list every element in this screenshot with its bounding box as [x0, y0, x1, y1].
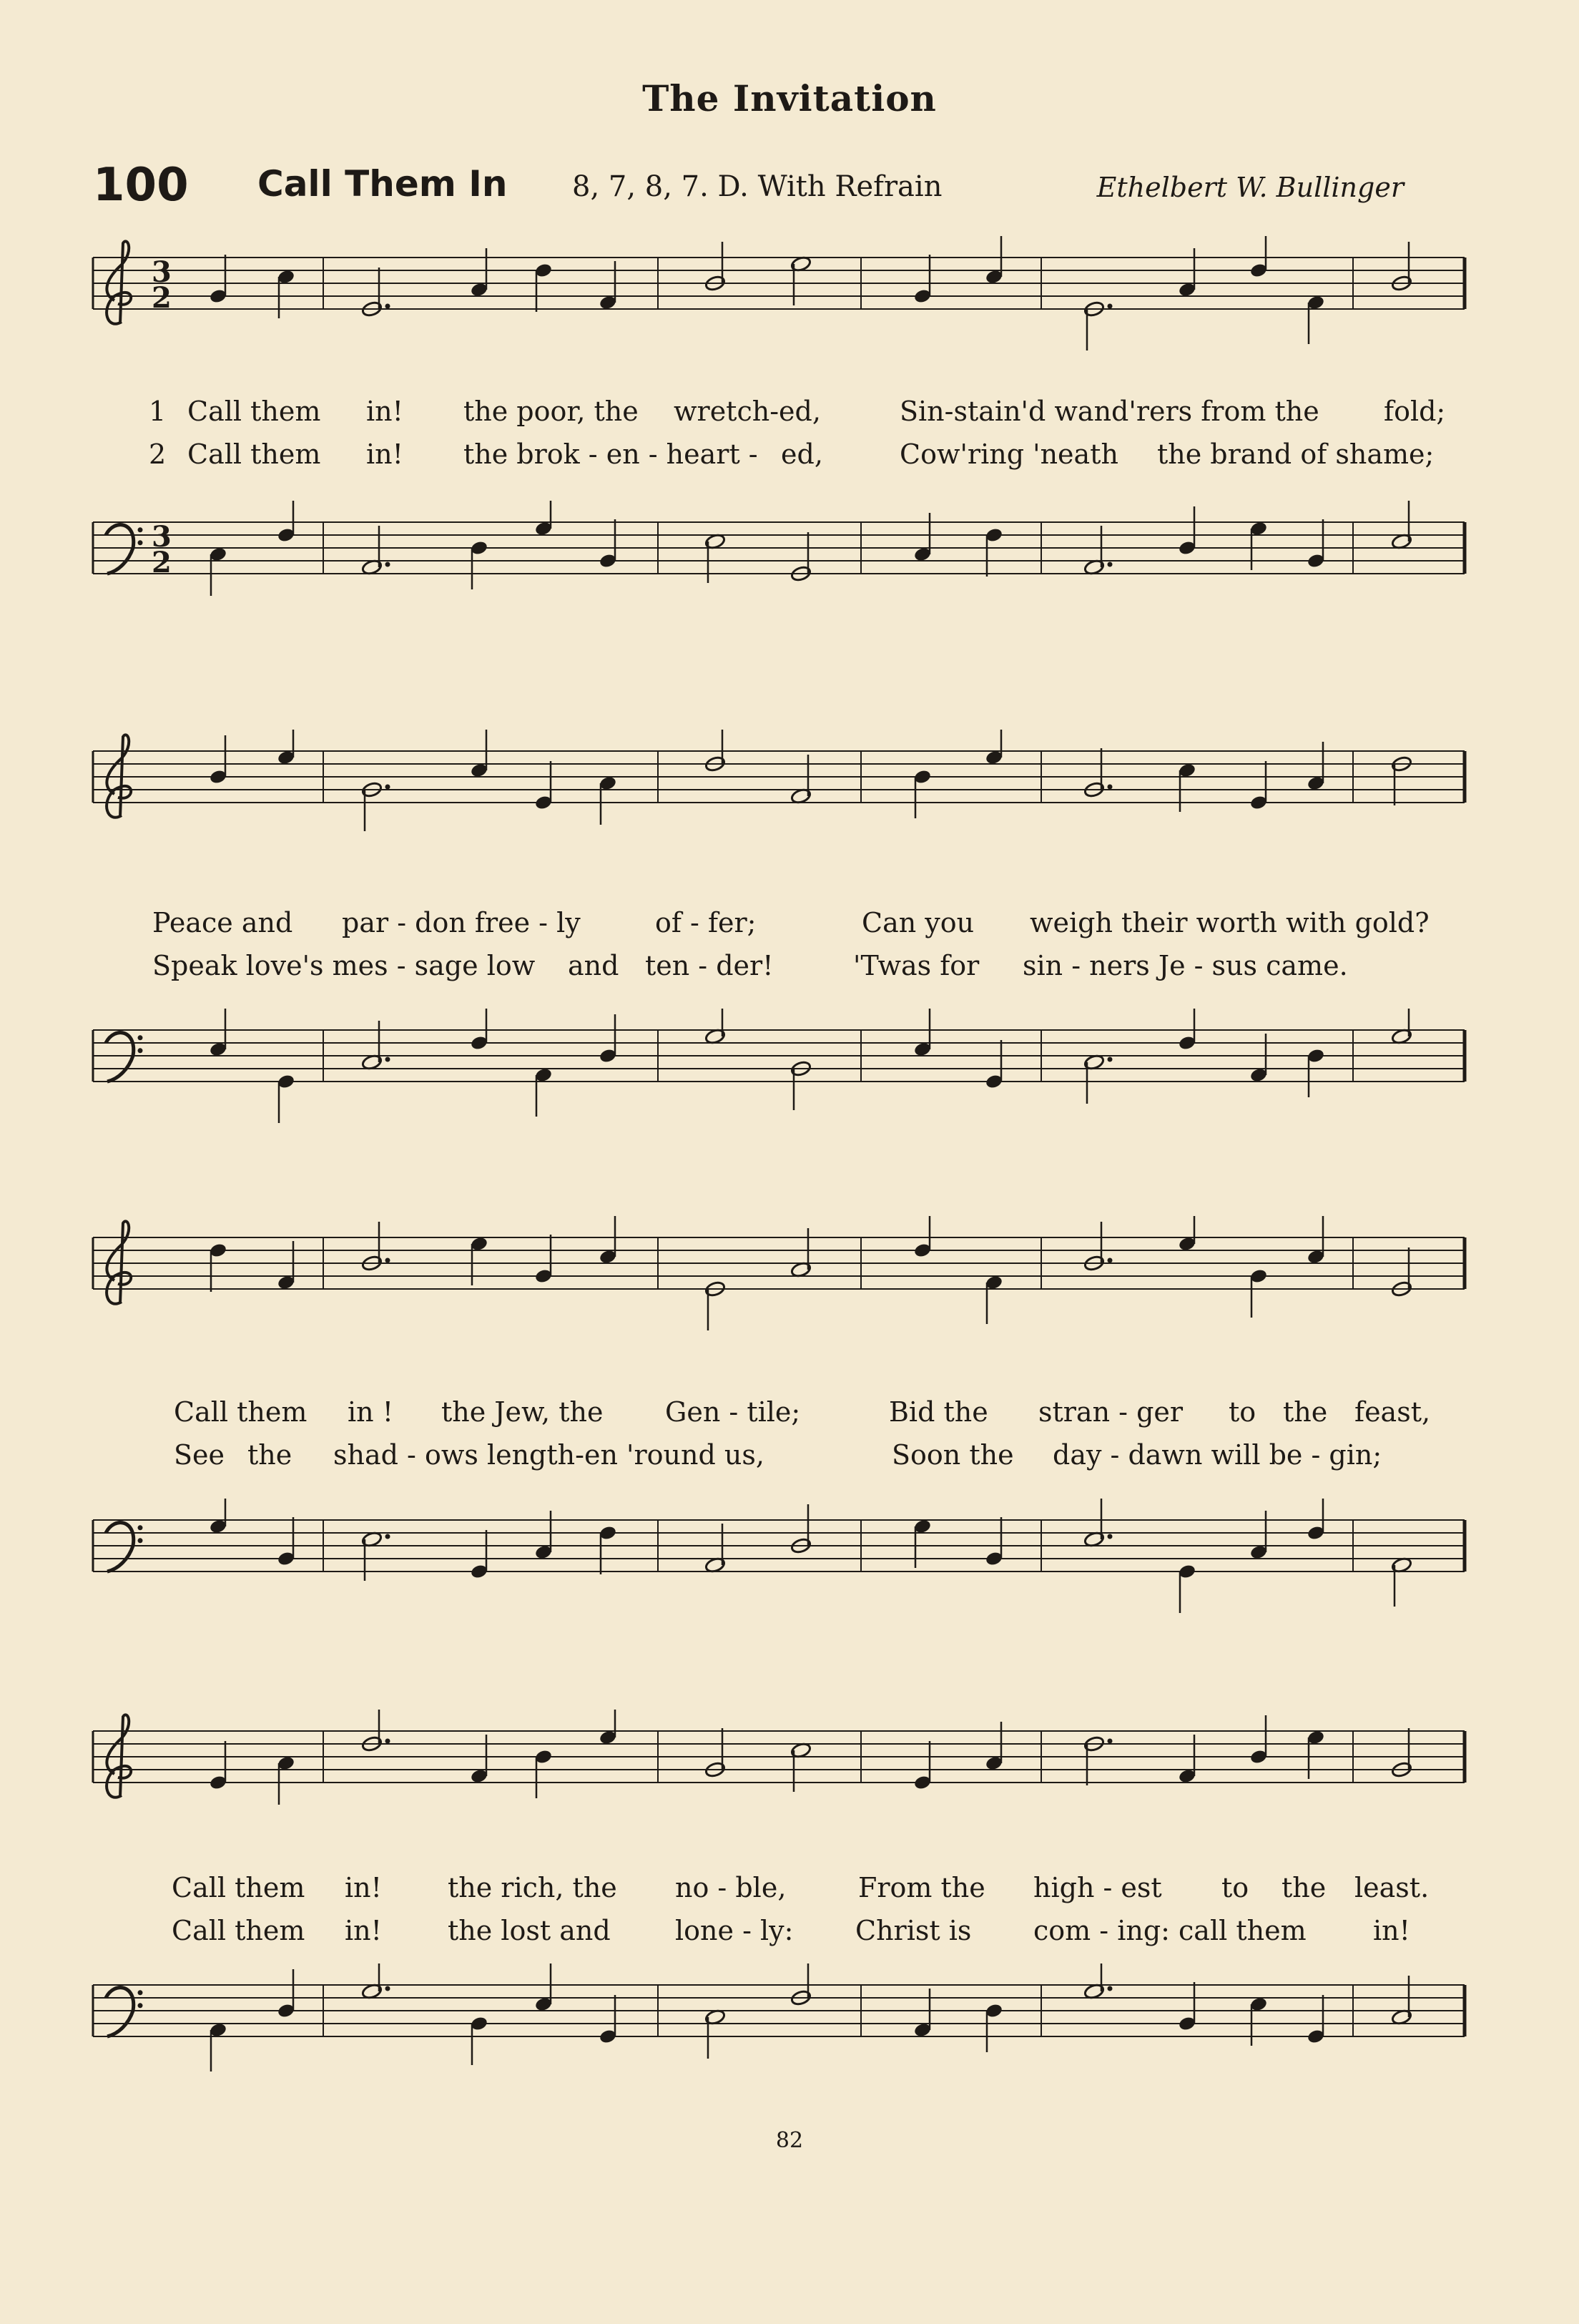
lyric-s4-v1-g: to: [1221, 1872, 1249, 1903]
lyric-s4-v2-a: Call them: [172, 1915, 305, 1946]
lyric-s3-v1-b: in !: [348, 1396, 393, 1428]
lyric-s1-v1-g: fold;: [1384, 396, 1446, 427]
lyric-s2-v1-e: weigh their worth with gold?: [1030, 907, 1430, 938]
time-signature-bottom: 2: [152, 546, 172, 580]
note-dot: [1108, 1057, 1113, 1062]
lyric-s1-v1-c: in!: [366, 396, 403, 427]
lyric-s4-v2-d: lone - ly:: [675, 1915, 794, 1946]
lyric-s4-v1-d: no - ble,: [675, 1872, 787, 1903]
lyric-s3-v1-g: to: [1229, 1396, 1256, 1428]
lyric-s1-v2-d: the brok - en - heart -: [463, 438, 758, 470]
hymn-title: Call Them In: [257, 163, 508, 205]
lyric-s4-v1-b: in!: [345, 1872, 382, 1903]
note-dot: [385, 785, 390, 790]
treble-staff-system-4: [0, 1710, 1579, 1853]
hymn-author: Ethelbert W. Bullinger: [1096, 172, 1404, 203]
lyric-s2-v2-e: sin - ners Je - sus came.: [1023, 950, 1348, 981]
bass-clef-dot-icon: [138, 540, 143, 545]
bass-staff-system-3: [0, 1499, 1579, 1656]
lyric-s3-v1-i: feast,: [1354, 1396, 1431, 1428]
note-dot: [385, 562, 390, 567]
hymn-meter: 8, 7, 8, 7. D. With Refrain: [572, 170, 943, 203]
treble-staff-system-1: [0, 236, 1579, 379]
time-signature-top: 3: [152, 520, 172, 554]
lyric-s4-v1-f: high - est: [1033, 1872, 1162, 1903]
lyric-s2-v2-a: Speak love's mes - sage low: [152, 950, 536, 981]
bass-clef-icon: [106, 525, 134, 574]
lyric-s1-v2-g: the brand of shame;: [1157, 438, 1435, 470]
page-number: 82: [775, 2128, 804, 2153]
lyric-s3-v1-f: stran - ger: [1038, 1396, 1184, 1428]
note-dot: [1108, 1534, 1113, 1539]
note-dot: [385, 1258, 390, 1263]
lyric-s4-v1-a: Call them: [172, 1872, 305, 1903]
hymn-number: 100: [93, 159, 189, 212]
note-dot: [1108, 785, 1113, 790]
lyric-s3-v2-e: day - dawn will be - gin;: [1053, 1439, 1382, 1471]
note-dot: [385, 1534, 390, 1539]
bass-clef-dot-icon: [138, 1990, 143, 1995]
note-dot: [385, 1739, 390, 1744]
lyric-s1-v2-c: in!: [366, 438, 403, 470]
bass-clef-dot-icon: [138, 1035, 143, 1040]
note-dot: [1108, 1258, 1113, 1263]
note-dot: [1108, 1986, 1113, 1991]
lyric-s4-v1-h: the: [1282, 1872, 1327, 1903]
lyric-s3-v1-d: Gen - tile;: [665, 1396, 801, 1428]
lyric-s2-v1-b: par - don free - ly: [342, 907, 581, 938]
lyric-s4-v2-g: in!: [1373, 1915, 1410, 1946]
note-dot: [385, 1986, 390, 1991]
bass-clef-icon: [106, 1033, 134, 1082]
lyric-s4-v2-b: in!: [345, 1915, 382, 1946]
bass-clef-dot-icon: [138, 1525, 143, 1530]
lyric-s2-v1-c: of - fer;: [655, 907, 757, 938]
lyric-s2-v1-d: Can you: [862, 907, 975, 938]
lyric-s3-v2-c: shad - ows length-en 'round us,: [333, 1439, 764, 1471]
note-dot: [1108, 562, 1113, 567]
lyric-s1-v1-b: Call them: [187, 396, 321, 427]
lyric-s4-v2-e: Christ is: [855, 1915, 972, 1946]
lyric-s1-v2-a: 2: [149, 438, 167, 470]
lyric-s4-v1-c: the rich, the: [448, 1872, 617, 1903]
note-dot: [1108, 1739, 1113, 1744]
lyric-s4-v1-e: From the: [858, 1872, 985, 1903]
bass-staff-system-4: [0, 1963, 1579, 2128]
lyric-s4-v1-i: least.: [1354, 1872, 1430, 1903]
lyric-s1-v2-b: Call them: [187, 438, 321, 470]
lyric-s1-v2-f: Cow'ring 'neath: [900, 438, 1118, 470]
lyric-s2-v2-c: ten - der!: [645, 950, 774, 981]
note-dot: [385, 304, 390, 309]
lyric-s1-v2-e: ed,: [781, 438, 823, 470]
time-signature-bottom: 2: [152, 281, 172, 315]
lyric-s2-v2-d: 'Twas for: [853, 950, 980, 981]
bass-clef-dot-icon: [138, 527, 143, 532]
lyric-s3-v1-a: Call them: [174, 1396, 308, 1428]
lyric-s3-v2-a: See: [174, 1439, 225, 1471]
bass-clef-icon: [106, 1523, 134, 1572]
time-signature-top: 3: [152, 255, 172, 290]
lyric-s3-v1-c: the Jew, the: [441, 1396, 604, 1428]
bass-staff-system-2: [0, 1009, 1579, 1152]
lyric-s1-v1-e: wretch-ed,: [674, 396, 821, 427]
section-title: The Invitation: [642, 77, 937, 119]
lyric-s1-v1-a: 1: [149, 396, 167, 427]
note-dot: [385, 1057, 390, 1062]
note-dot: [1108, 304, 1113, 309]
lyric-s2-v2-b: and: [568, 950, 619, 981]
lyric-s1-v1-d: the poor, the: [463, 396, 639, 427]
lyric-s1-v1-f: Sin-stain'd wand'rers from the: [900, 396, 1319, 427]
lyric-s3-v2-b: the: [247, 1439, 292, 1471]
lyric-s4-v2-f: com - ing: call them: [1033, 1915, 1307, 1946]
treble-staff-system-2: [0, 730, 1579, 873]
bass-staff-system-1: [0, 501, 1579, 644]
bass-clef-dot-icon: [138, 2003, 143, 2008]
lyric-s3-v2-d: Soon the: [892, 1439, 1014, 1471]
lyric-s2-v1-a: Peace and: [152, 907, 293, 938]
bass-clef-icon: [106, 1988, 134, 2036]
bass-clef-dot-icon: [138, 1538, 143, 1543]
bass-clef-dot-icon: [138, 1048, 143, 1053]
lyric-s4-v2-c: the lost and: [448, 1915, 611, 1946]
lyric-s3-v1-h: the: [1283, 1396, 1328, 1428]
treble-staff-system-3: [0, 1216, 1579, 1359]
lyric-s3-v1-e: Bid the: [889, 1396, 988, 1428]
